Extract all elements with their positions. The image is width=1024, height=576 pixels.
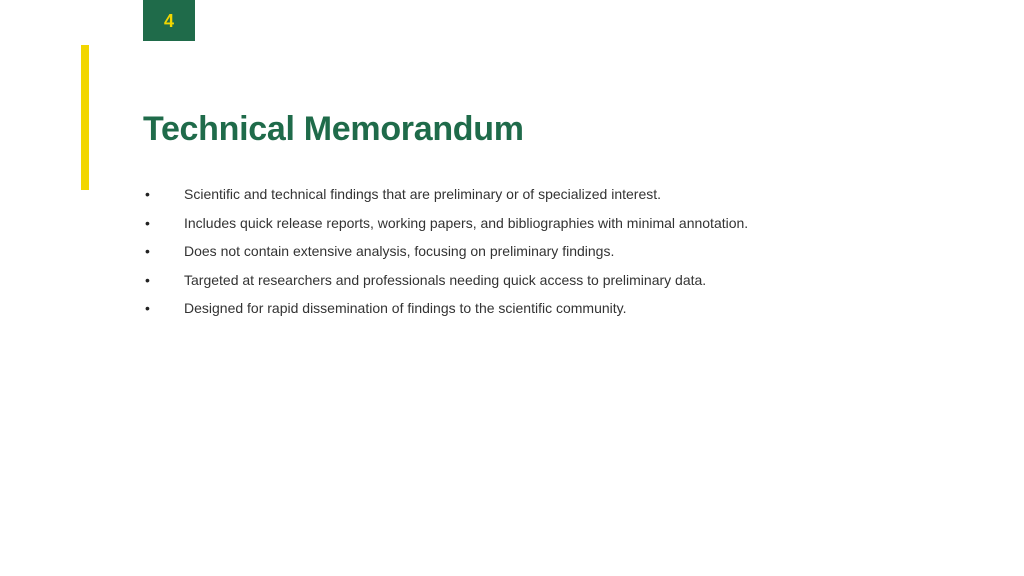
bullet-text: Includes quick release reports, working papers, and bibliographies with minimal annotation. (184, 214, 749, 231)
page-number: 4 (163, 10, 174, 31)
bullet-item (143, 180, 748, 209)
bullet-point-icon: • (145, 243, 150, 260)
bullet-point-icon: • (145, 300, 150, 317)
bullet-item (143, 266, 748, 295)
slide-title: Technical Memorandum (143, 110, 524, 148)
bullet-text: Designed for rapid dissemination of findings to the scientific community. (184, 300, 627, 317)
bullet-text: Targeted at researchers and professionals needing quick access to preliminary data. (184, 271, 707, 288)
bullet-point-icon: • (145, 271, 150, 288)
bullet-item (143, 209, 748, 238)
bullet-point-icon: • (145, 186, 150, 203)
bullet-item (143, 294, 748, 323)
accent-bar (81, 45, 89, 190)
bullet-point-icon: • (145, 214, 150, 231)
bullet-list (143, 180, 748, 323)
bullet-text: Does not contain extensive analysis, focusing on preliminary findings. (184, 243, 615, 260)
page-number-badge (143, 0, 195, 41)
bullet-item (143, 237, 748, 266)
bullet-text: Scientific and technical findings that are preliminary or of specialized interest. (184, 186, 662, 203)
